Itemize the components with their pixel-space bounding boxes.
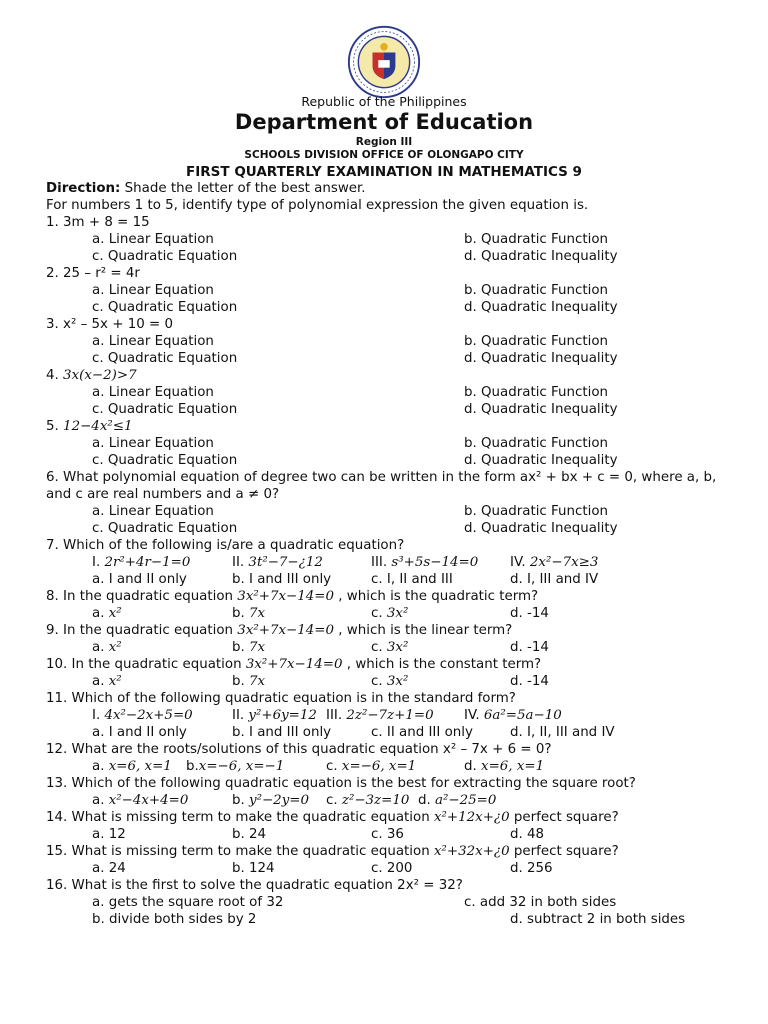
choice-row	[46, 435, 726, 452]
roman-options-row	[46, 554, 726, 571]
question-5	[46, 418, 726, 435]
choice-row	[46, 248, 726, 265]
equation: 12−4x²≤1	[63, 419, 133, 434]
choice-c[interactable]: c. Quadratic Equation	[92, 402, 238, 417]
option-iii: III. s³+5s−14=0	[371, 555, 479, 570]
choice-d[interactable]: d. I, II, III and IV	[510, 725, 615, 740]
choice-c[interactable]: c. II and III only	[371, 725, 473, 740]
option-iii: III. 2z²−7z+1=0	[326, 708, 434, 723]
option-ii: II. 3t²−7−¿12	[232, 555, 323, 570]
choice-a[interactable]: a. gets the square root of 32	[92, 895, 284, 910]
question-9: 9. In the quadratic equation 3x²+7x−14=0 , which is the linear term?	[46, 623, 513, 638]
question-2: 2. 25 – r² = 4r	[46, 266, 140, 281]
equation: x²+12x+¿0	[433, 810, 510, 825]
question-8: 8. In the quadratic equation 3x²+7x−14=0 , which is the quadratic term?	[46, 589, 539, 604]
choice-row	[46, 860, 726, 877]
choice-row	[46, 673, 726, 690]
choice-c[interactable]: c. z²−3z=10	[326, 793, 410, 808]
choice-c[interactable]: c. 36	[371, 827, 404, 842]
choice-d[interactable]: d. 256	[510, 861, 553, 876]
question-10: 10. In the quadratic equation 3x²+7x−14=0 , which is the constant term?	[46, 657, 542, 672]
question-1: 1. 3m + 8 = 15	[46, 215, 150, 230]
choice-c[interactable]: c. 3x²	[371, 640, 409, 655]
question-11: 11. Which of the following quadratic equation is in the standard form?	[46, 691, 516, 706]
choice-a[interactable]: a. x=6, x=1	[92, 759, 172, 774]
choice-d[interactable]: d. a²−25=0	[418, 793, 497, 808]
roman-options-row	[46, 707, 726, 724]
choice-b[interactable]: b. Quadratic Function	[464, 232, 609, 247]
instruction-line: For numbers 1 to 5, identify type of polynomial expression the given equation is.	[46, 198, 589, 213]
choice-b[interactable]: b. I and III only	[232, 725, 332, 740]
exam-title: FIRST QUARTERLY EXAMINATION IN MATHEMATICS 9	[186, 164, 582, 180]
question-number: 4.	[46, 368, 64, 383]
choice-row	[46, 231, 726, 248]
choice-d[interactable]: d. Quadratic Inequality	[464, 351, 618, 366]
option-iv: IV. 6a²=5a−10	[464, 708, 562, 723]
choice-d[interactable]: d. 48	[510, 827, 545, 842]
direction-label: Direction:	[46, 181, 121, 196]
choice-a[interactable]: a. x²	[92, 640, 122, 655]
choice-b[interactable]: b. I and III only	[232, 572, 332, 587]
choice-row	[46, 894, 726, 911]
choice-d[interactable]: d. -14	[510, 674, 549, 689]
choice-row	[46, 792, 726, 809]
choice-d[interactable]: d. -14	[510, 640, 549, 655]
question-15: 15. What is missing term to make the quadratic equation x²+32x+¿0 perfect square?	[46, 844, 619, 859]
choice-d[interactable]: d. Quadratic Inequality	[464, 249, 618, 264]
choice-a[interactable]: a. x²	[92, 674, 122, 689]
choice-row	[46, 333, 726, 350]
choice-row	[46, 571, 726, 588]
choice-row	[46, 911, 726, 928]
choice-d[interactable]: d. subtract 2 in both sides	[510, 912, 686, 927]
choice-c[interactable]: c. add 32 in both sides	[464, 895, 617, 910]
choice-a[interactable]: a. Linear Equation	[92, 504, 214, 519]
choice-row	[46, 452, 726, 469]
choice-a[interactable]: a. I and II only	[92, 725, 187, 740]
exam-content	[46, 180, 726, 928]
choice-a[interactable]: a. x²	[92, 606, 122, 621]
question-16: 16. What is the first to solve the quadratic equation 2x² = 32?	[46, 878, 463, 893]
choice-a[interactable]: a. x²−4x+4=0	[92, 793, 189, 808]
choice-a[interactable]: a. I and II only	[92, 572, 187, 587]
equation: 3x²+7x−14=0	[237, 623, 335, 638]
choice-b[interactable]: b. Quadratic Function	[464, 504, 609, 519]
equation: 3x(x−2)>7	[63, 368, 137, 383]
choice-row	[46, 282, 726, 299]
region-text: Region III	[355, 136, 413, 148]
choice-d[interactable]: d. Quadratic Inequality	[464, 453, 618, 468]
choice-b[interactable]: b. 7x	[232, 640, 266, 655]
option-ii: II. y²+6y=12	[232, 708, 317, 723]
choice-row	[46, 299, 726, 316]
choice-a[interactable]: a. Linear Equation	[92, 436, 214, 451]
direction-line	[46, 180, 726, 197]
choice-b[interactable]: b. divide both sides by 2	[92, 912, 257, 927]
choice-b[interactable]: b. Quadratic Function	[464, 436, 609, 451]
division-text: SCHOOLS DIVISION OFFICE OF OLONGAPO CITY	[244, 149, 524, 161]
equation: x²+32x+¿0	[433, 844, 510, 859]
choice-d[interactable]: d. x=6, x=1	[464, 759, 545, 774]
question-4	[46, 367, 726, 384]
department-title: Department of Education	[234, 110, 534, 134]
question-3: 3. x² – 5x + 10 = 0	[46, 317, 174, 332]
choice-row	[46, 384, 726, 401]
choice-d[interactable]: d. Quadratic Inequality	[464, 300, 618, 315]
choice-b[interactable]: b. 7x	[232, 606, 266, 621]
choice-row	[46, 401, 726, 418]
question-14: 14. What is missing term to make the quadratic equation x²+12x+¿0 perfect square?	[46, 810, 619, 825]
question-12: 12. What are the roots/solutions of this quadratic equation x² – 7x + 6 = 0?	[46, 742, 552, 757]
question-6: 6. What polynomial equation of degree two can be written in the form ax² + bx + c = 0, where a, b, and c are real numbers and a ≠ 0?	[46, 470, 717, 502]
choice-b[interactable]: b. 7x	[232, 674, 266, 689]
choice-row	[46, 758, 726, 775]
choice-c[interactable]: c. Quadratic Equation	[92, 249, 238, 264]
choice-a[interactable]: a. 24	[92, 861, 126, 876]
choice-b[interactable]: b. 24	[232, 827, 267, 842]
direction-text: Shade the letter of the best answer.	[120, 181, 366, 196]
choice-c[interactable]: c. 3x²	[371, 674, 409, 689]
equation: 3x²+7x−14=0	[237, 589, 335, 604]
choice-row	[46, 639, 726, 656]
choice-c[interactable]: c. Quadratic Equation	[92, 300, 238, 315]
choice-row	[46, 605, 726, 622]
choice-a[interactable]: a. Linear Equation	[92, 283, 214, 298]
choice-d[interactable]: d. Quadratic Inequality	[464, 521, 618, 536]
choice-c[interactable]: c. 200	[371, 861, 413, 876]
republic-text: Republic of the Philippines	[301, 94, 467, 109]
choice-row	[46, 503, 726, 520]
choice-row	[46, 724, 726, 741]
choice-a[interactable]: a. Linear Equation	[92, 385, 214, 400]
equation: 3x²+7x−14=0	[245, 657, 343, 672]
choice-a[interactable]: a. Linear Equation	[92, 334, 214, 349]
question-7: 7. Which of the following is/are a quadratic equation?	[46, 538, 405, 553]
choice-d[interactable]: d. I, III and IV	[510, 572, 599, 587]
choice-d[interactable]: d. Quadratic Inequality	[464, 402, 618, 417]
choice-row	[46, 350, 726, 367]
choice-row	[46, 520, 726, 537]
choice-c[interactable]: c. x=−6, x=1	[326, 759, 417, 774]
choice-row	[46, 826, 726, 843]
question-number: 5.	[46, 419, 64, 434]
choice-d[interactable]: d. -14	[510, 606, 549, 621]
choice-c[interactable]: c. I, II and III	[371, 572, 453, 587]
choice-c[interactable]: c. 3x²	[371, 606, 409, 621]
choice-c[interactable]: c. Quadratic Equation	[92, 521, 238, 536]
choice-b[interactable]: b. Quadratic Function	[464, 334, 609, 349]
choice-c[interactable]: c. Quadratic Equation	[92, 351, 238, 366]
choice-a[interactable]: a. 12	[92, 827, 126, 842]
choice-b[interactable]: b. y²−2y=0	[232, 793, 309, 808]
document-header	[0, 24, 768, 161]
choice-b[interactable]: b. 124	[232, 861, 275, 876]
question-13: 13. Which of the following quadratic equation is the best for extracting the square root?	[46, 776, 636, 791]
choice-b[interactable]: b. Quadratic Function	[464, 385, 609, 400]
choice-b[interactable]: b.x=−6, x=−1	[186, 759, 285, 774]
choice-c[interactable]: c. Quadratic Equation	[92, 453, 238, 468]
choice-b[interactable]: b. Quadratic Function	[464, 283, 609, 298]
option-i: I. 4x²−2x+5=0	[92, 708, 193, 723]
deped-seal-icon	[346, 24, 422, 100]
option-i: I. 2r²+4r−1=0	[92, 555, 191, 570]
choice-a[interactable]: a. Linear Equation	[92, 232, 214, 247]
option-iv: IV. 2x²−7x≥3	[510, 555, 599, 570]
